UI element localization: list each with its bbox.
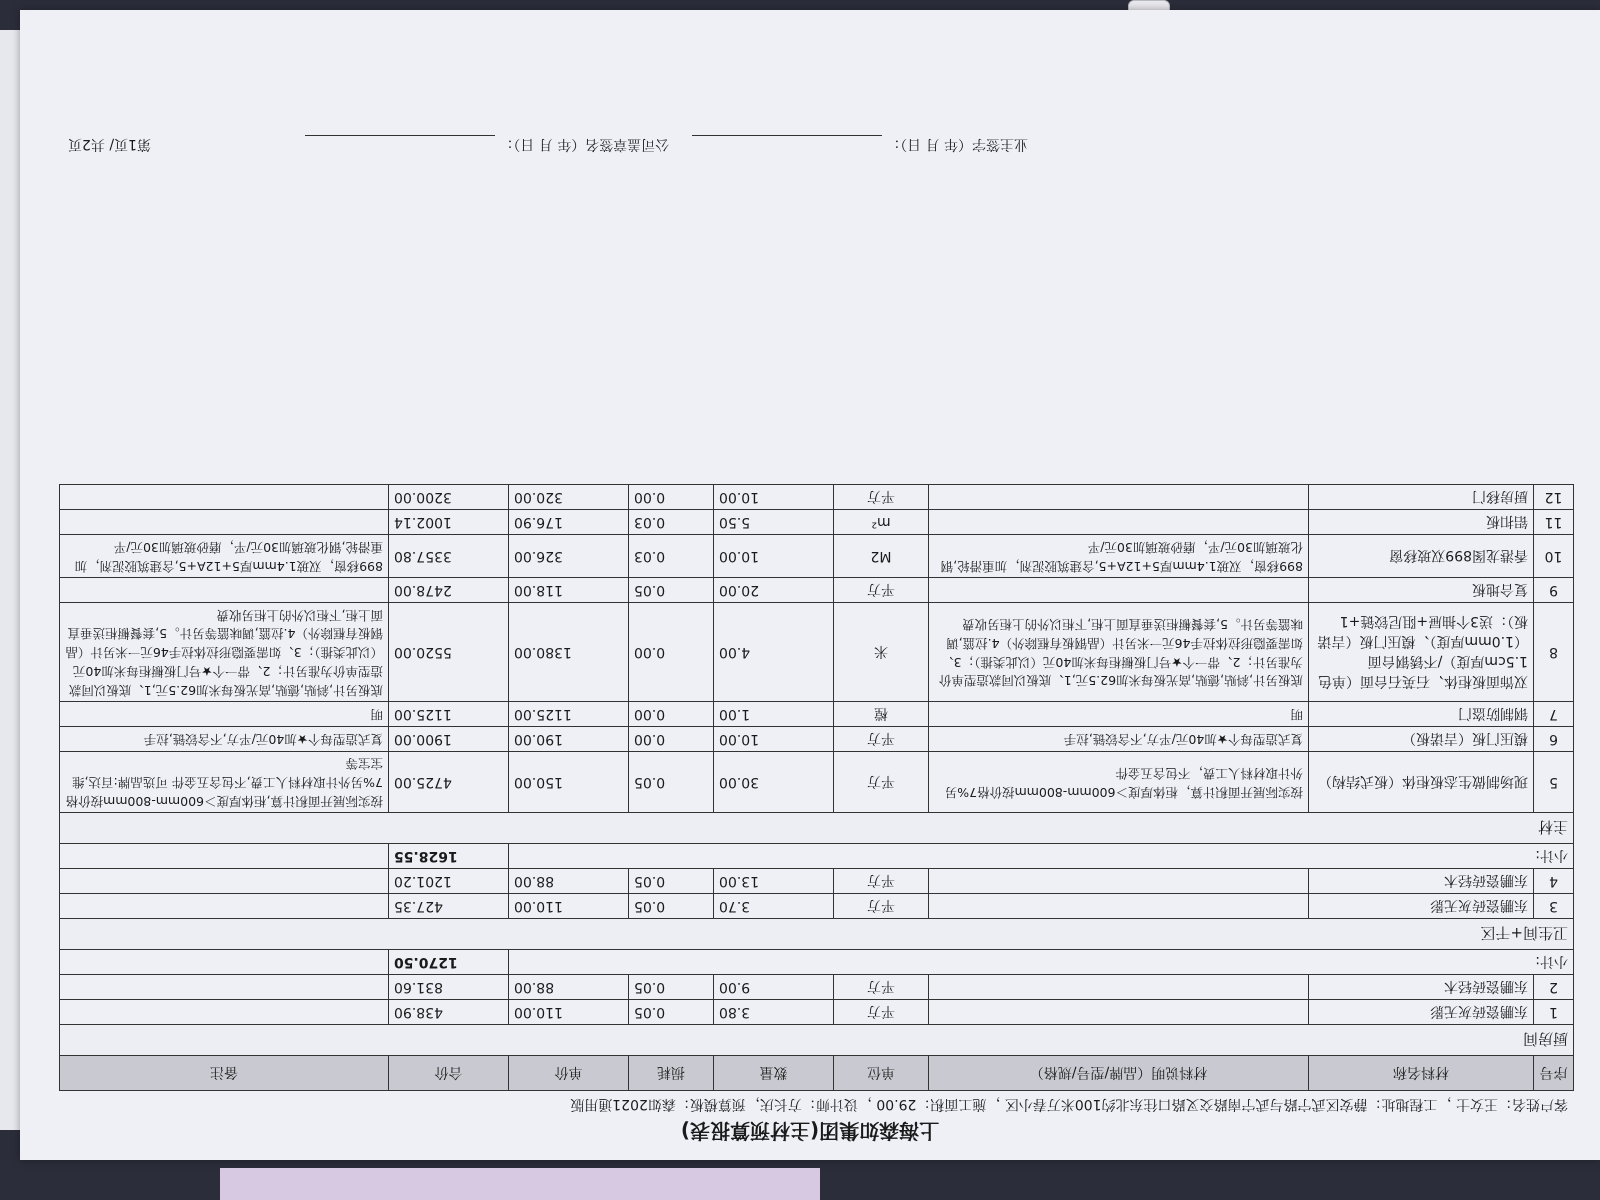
cell-unit-price: 326.00 bbox=[509, 535, 629, 578]
header-material-desc: 材料说明（品牌/型号/规格） bbox=[929, 1056, 1309, 1091]
cell-quantity: 10.00 bbox=[714, 726, 834, 751]
cell-total: 1900.00 bbox=[389, 726, 509, 751]
owner-signature-line bbox=[692, 135, 882, 150]
page-indicator: 第1页/ 共2页 bbox=[68, 136, 151, 152]
cell-unit: 平方 bbox=[834, 1000, 929, 1025]
table-row bbox=[60, 1000, 1574, 1025]
cell-total: 438.90 bbox=[389, 1000, 509, 1025]
cell-loss: 0.05 bbox=[629, 578, 714, 603]
header-material-name: 材料名称 bbox=[1309, 1056, 1534, 1091]
cell-loss: 0.05 bbox=[629, 975, 714, 1000]
cell-quantity: 20.00 bbox=[714, 578, 834, 603]
header-total: 合价 bbox=[389, 1056, 509, 1091]
cell-unit-price: 320.00 bbox=[509, 485, 629, 510]
subtotal-label: 小计: bbox=[509, 950, 1574, 975]
bottom-paper-strip bbox=[220, 1168, 820, 1200]
cell-unit: 平方 bbox=[834, 894, 929, 919]
cell-quantity: 4.00 bbox=[714, 603, 834, 702]
cell-material-name: 香港龙图899双玻移窗 bbox=[1309, 535, 1534, 578]
cell-loss: 0.05 bbox=[629, 869, 714, 894]
cell-quantity: 3.80 bbox=[714, 1000, 834, 1025]
table-header-row bbox=[60, 1056, 1574, 1091]
subtotal-value: 1270.50 bbox=[389, 950, 509, 975]
cell-unit: 平方 bbox=[834, 751, 929, 812]
cell-quantity: 10.00 bbox=[714, 485, 834, 510]
cell-total: 5520.00 bbox=[389, 603, 509, 702]
cell-total: 4725.00 bbox=[389, 751, 509, 812]
cell-no: 1 bbox=[1534, 1000, 1574, 1025]
cell-loss: 0.00 bbox=[629, 701, 714, 726]
cell-no: 12 bbox=[1534, 485, 1574, 510]
table-row bbox=[60, 535, 1574, 578]
cell-material-name: 东鹏瓷砖轻木 bbox=[1309, 975, 1534, 1000]
cell-material-desc bbox=[929, 578, 1309, 603]
cell-no: 9 bbox=[1534, 578, 1574, 603]
header-loss: 损耗 bbox=[629, 1056, 714, 1091]
owner-signature-label: 业主签字（年 月 日）： bbox=[886, 136, 1028, 152]
cell-material-name: 厨房移门 bbox=[1309, 485, 1534, 510]
cell-no: 5 bbox=[1534, 751, 1574, 812]
cell-total: 427.35 bbox=[389, 894, 509, 919]
header-no: 序号 bbox=[1534, 1056, 1574, 1091]
cell-total: 831.60 bbox=[389, 975, 509, 1000]
cell-material-name: 模压门板（吉诺板） bbox=[1309, 726, 1534, 751]
cell-total: 3357.80 bbox=[389, 535, 509, 578]
cell-note: 底板另计,斜贴,德贴,高光板每米加62.5元,1、底板以同款造型单价为准另计；2、带一个★号门板橱柜每米加40元（以此类推）；3、如需要隐形拉体拉手46元一米另计（晶钢板有框除外）4.拉篮,调味篮等另计。5,套餐橱柜送垂直面上柜,下柜以外的上柜另收费 bbox=[60, 603, 389, 702]
table-body bbox=[60, 485, 1574, 1056]
table-row bbox=[60, 701, 1574, 726]
subtotal-note bbox=[60, 844, 389, 869]
cell-material-desc: 底板另计,斜贴,德贴,高光板每米加62.5元,1、底板以同款造型单价为准另计；2、带一个★号门板橱柜每米加40元（以此类推）；3、如需要隐形拉体拉手46元一米另计（晶钢板有框除外）4.拉篮,调味篮等另计。5,套餐橱柜送垂直面上柜,下柜以外的上柜另收费 bbox=[929, 603, 1309, 702]
cell-unit: M2 bbox=[834, 535, 929, 578]
table-row bbox=[60, 603, 1574, 702]
table-row bbox=[60, 975, 1574, 1000]
cell-quantity: 9.00 bbox=[714, 975, 834, 1000]
cell-loss: 0.00 bbox=[629, 485, 714, 510]
cell-loss: 0.05 bbox=[629, 1000, 714, 1025]
cell-loss: 0.05 bbox=[629, 894, 714, 919]
cell-unit-price: 150.00 bbox=[509, 751, 629, 812]
cell-unit-price: 1380.00 bbox=[509, 603, 629, 702]
cell-unit: 平方 bbox=[834, 578, 929, 603]
cell-no: 8 bbox=[1534, 603, 1574, 702]
section-title: 厨房间 bbox=[60, 1025, 1574, 1056]
cell-unit-price: 110.00 bbox=[509, 894, 629, 919]
section-header-row bbox=[60, 1025, 1574, 1056]
cell-material-desc: 899移窗，双玻1.4mm厚5+12A+5,含建筑胶泥剂，加重滑轮,钢化玻璃加30元/平，磨砂玻璃加30元/平 bbox=[929, 535, 1309, 578]
budget-table bbox=[59, 485, 1574, 1092]
cell-note bbox=[60, 1000, 389, 1025]
cell-note: 按实际展开面积计算,柜体厚度＞600mm-800mm按价格7%另外计取材料人工费,不包含五金件 可选品牌:百达,维宝宝等 bbox=[60, 751, 389, 812]
signature-footer bbox=[58, 135, 1568, 155]
cell-unit: 樘 bbox=[834, 701, 929, 726]
cell-no: 6 bbox=[1534, 726, 1574, 751]
customer-info-line: 客户姓名：王女士 ，工程地址：静安区武宁路与武宁南路交叉路口往东北约100米万春小区 ，施工面积：29.00 ，设计师：方长庆，预算模板：森如2021通用版 bbox=[570, 1096, 1568, 1112]
cell-material-name: 复合地板 bbox=[1309, 578, 1534, 603]
table-row bbox=[60, 726, 1574, 751]
document-sheet bbox=[20, 10, 1600, 1160]
cell-unit-price: 88.00 bbox=[509, 869, 629, 894]
cell-total: 3200.00 bbox=[389, 485, 509, 510]
subtotal-row bbox=[60, 950, 1574, 975]
cell-material-name: 东鹏瓷砖灰无影 bbox=[1309, 1000, 1534, 1025]
subtotal-note bbox=[60, 950, 389, 975]
cell-material-desc: 复式造型每个★加40元/平方,不含铰链,拉手 bbox=[929, 726, 1309, 751]
cell-note bbox=[60, 510, 389, 535]
cell-no: 3 bbox=[1534, 894, 1574, 919]
company-signature-line bbox=[305, 135, 495, 150]
cell-material-desc bbox=[929, 1000, 1309, 1025]
cell-material-desc bbox=[929, 510, 1309, 535]
cell-no: 10 bbox=[1534, 535, 1574, 578]
cell-quantity: 5.50 bbox=[714, 510, 834, 535]
table-row bbox=[60, 510, 1574, 535]
cell-unit: 平方 bbox=[834, 485, 929, 510]
cell-material-name: 铝扣板 bbox=[1309, 510, 1534, 535]
table-row bbox=[60, 485, 1574, 510]
cell-note bbox=[60, 894, 389, 919]
cell-no: 7 bbox=[1534, 701, 1574, 726]
cell-material-desc bbox=[929, 869, 1309, 894]
cell-material-name: 东鹏瓷砖灰无影 bbox=[1309, 894, 1534, 919]
cell-unit-price: 110.00 bbox=[509, 1000, 629, 1025]
table-row bbox=[60, 751, 1574, 812]
cell-note bbox=[60, 869, 389, 894]
cell-no: 2 bbox=[1534, 975, 1574, 1000]
header-unit: 单位 bbox=[834, 1056, 929, 1091]
cell-material-name: 现场制做生态板柜体（板式结构） bbox=[1309, 751, 1534, 812]
budget-report bbox=[40, 65, 1580, 1155]
cell-material-name: 钢制防盗门 bbox=[1309, 701, 1534, 726]
cell-loss: 0.00 bbox=[629, 726, 714, 751]
report-title: 上海森如集团(主材预算报表) bbox=[680, 1119, 940, 1143]
cell-loss: 0.03 bbox=[629, 510, 714, 535]
cell-material-name: 东鹏瓷砖轻木 bbox=[1309, 869, 1534, 894]
cell-unit-price: 118.00 bbox=[509, 578, 629, 603]
subtotal-row bbox=[60, 844, 1574, 869]
cell-unit: 米 bbox=[834, 603, 929, 702]
subtotal-value: 1628.55 bbox=[389, 844, 509, 869]
cell-note: 复式造型每个★加40元/平方,不含铰链,拉手 bbox=[60, 726, 389, 751]
cell-note bbox=[60, 485, 389, 510]
cell-quantity: 10.00 bbox=[714, 535, 834, 578]
cell-material-desc: 按实际展开面积计算，柜体厚度＞600mm-800mm按价格7%另外计取材料人工费，不包含五金件 bbox=[929, 751, 1309, 812]
cell-unit: 平方 bbox=[834, 726, 929, 751]
cell-total: 1125.00 bbox=[389, 701, 509, 726]
cell-material-desc bbox=[929, 894, 1309, 919]
table-row bbox=[60, 894, 1574, 919]
cell-quantity: 3.70 bbox=[714, 894, 834, 919]
cell-note bbox=[60, 975, 389, 1000]
section-header-row bbox=[60, 813, 1574, 844]
cell-loss: 0.03 bbox=[629, 535, 714, 578]
cell-unit: 平方 bbox=[834, 975, 929, 1000]
company-signature-label: 公司盖章签名（年 月 日）： bbox=[499, 136, 670, 152]
cell-quantity: 1.00 bbox=[714, 701, 834, 726]
cell-unit-price: 190.00 bbox=[509, 726, 629, 751]
cell-unit-price: 1125.00 bbox=[509, 701, 629, 726]
header-note: 备注 bbox=[60, 1056, 389, 1091]
cell-total: 2478.00 bbox=[389, 578, 509, 603]
header-unit-price: 单价 bbox=[509, 1056, 629, 1091]
cell-unit-price: 88.00 bbox=[509, 975, 629, 1000]
cell-note: 明 bbox=[60, 701, 389, 726]
cell-unit-price: 176.90 bbox=[509, 510, 629, 535]
cell-quantity: 13.00 bbox=[714, 869, 834, 894]
cell-material-desc bbox=[929, 485, 1309, 510]
cell-quantity: 30.00 bbox=[714, 751, 834, 812]
cell-loss: 0.00 bbox=[629, 603, 714, 702]
cell-unit: 平方 bbox=[834, 869, 929, 894]
cell-no: 11 bbox=[1534, 510, 1574, 535]
section-title: 主材 bbox=[60, 813, 1574, 844]
header-quantity: 数量 bbox=[714, 1056, 834, 1091]
cell-note: 899移窗，双玻1.4mm厚5+12A+5,含建筑胶泥剂，加重滑轮,钢化玻璃加30元/平，磨砂玻璃加30元/平 bbox=[60, 535, 389, 578]
table-row bbox=[60, 578, 1574, 603]
cell-total: 1201.20 bbox=[389, 869, 509, 894]
cell-note bbox=[60, 578, 389, 603]
section-title: 卫生间+干区 bbox=[60, 919, 1574, 950]
cell-total: 1002.14 bbox=[389, 510, 509, 535]
cell-material-desc bbox=[929, 975, 1309, 1000]
cell-no: 4 bbox=[1534, 869, 1574, 894]
table-row bbox=[60, 869, 1574, 894]
cell-material-desc: 明 bbox=[929, 701, 1309, 726]
cell-material-name: 双饰面板柜体、石英石台面（单色1.5cm厚度）/不锈钢台面（1.0mm厚度）、模压门板（吉诺板）：送3个抽屉+阻尼铰链+1 bbox=[1309, 603, 1534, 702]
section-header-row bbox=[60, 919, 1574, 950]
subtotal-label: 小计: bbox=[509, 844, 1574, 869]
cell-unit: m² bbox=[834, 510, 929, 535]
cell-loss: 0.05 bbox=[629, 751, 714, 812]
